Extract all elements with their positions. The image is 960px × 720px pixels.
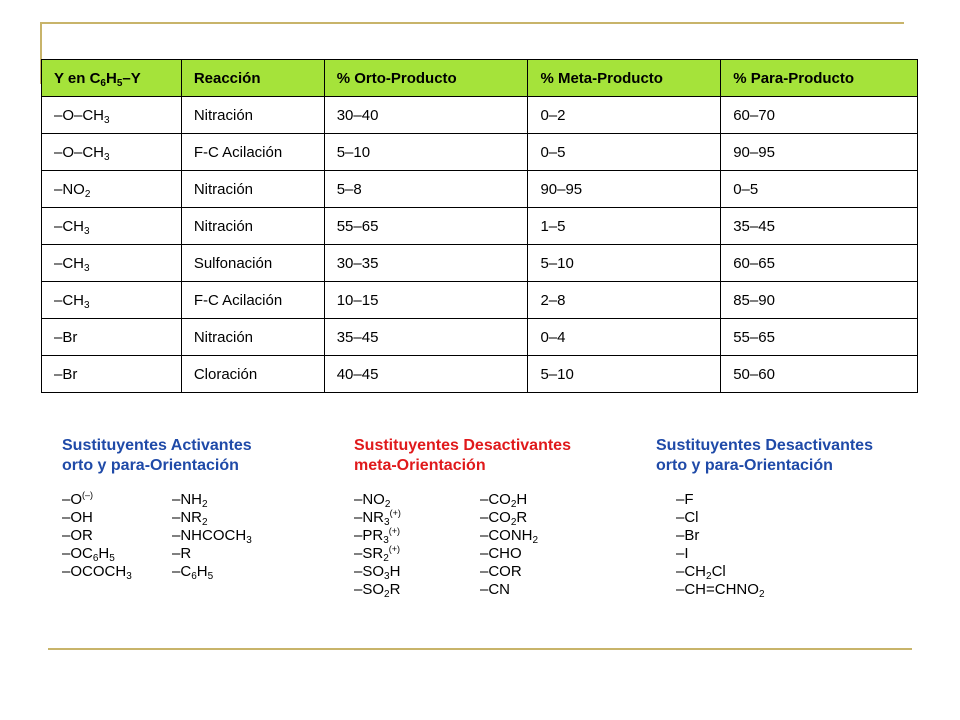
- substituent-item: –CHO: [480, 545, 522, 562]
- substituent-item: $-NR_3^{(+)}$: [354, 508, 401, 528]
- substituent-item: $-PR_3^{(+)}$: [354, 526, 400, 546]
- substituent-item: $-SO_2R$: [354, 581, 401, 600]
- substituent-cell: $-O-CH_3$: [42, 97, 182, 134]
- reaction-cell: F-C Acilación: [181, 134, 324, 171]
- para-cell: 90–95: [721, 134, 918, 171]
- para-cell: 60–70: [721, 97, 918, 134]
- substituent-item: –CN: [480, 581, 511, 598]
- substituent-item: $-CH_2Cl$: [676, 563, 726, 582]
- substituent-item: –Cl: [676, 509, 699, 526]
- group-title: Sustituyentes Desactivantes meta-Orientación: [354, 437, 571, 474]
- header-meta: % Meta-Producto: [528, 60, 721, 97]
- substituent-item: –COR: [480, 563, 522, 580]
- para-cell: 60–65: [721, 245, 918, 282]
- substituent-list: [62, 491, 292, 581]
- ortho-cell: 30–35: [324, 245, 528, 282]
- meta-cell: 1–5: [528, 208, 721, 245]
- substituent-item: –F: [676, 491, 694, 508]
- para-cell: 0–5: [721, 171, 918, 208]
- substituent-column: [676, 491, 856, 599]
- group-title: Sustituyentes Desactivantes orto y para-Orientación: [656, 437, 873, 474]
- substituent-item: $-C_6H_5$: [172, 563, 214, 582]
- substituent-item: $-NR_2$: [172, 509, 208, 528]
- header-ortho: % Orto-Producto: [324, 60, 528, 97]
- ortho-cell: 40–45: [324, 356, 528, 393]
- substituent-item: $-CONH_2$: [480, 527, 539, 546]
- substituent-column: [354, 491, 480, 599]
- substituent-item: $-OC_6H_5$: [62, 545, 115, 564]
- reaction-cell: Cloración: [181, 356, 324, 393]
- ortho-cell: 10–15: [324, 282, 528, 319]
- frame-top-line: [40, 22, 904, 24]
- substituent-item: $-NHCOCH_3$: [172, 527, 252, 546]
- substituent-list: [656, 491, 873, 599]
- meta-cell: 0–2: [528, 97, 721, 134]
- ortho-cell: 5–10: [324, 134, 528, 171]
- table-row: [42, 319, 918, 356]
- substituent-cell: $-O-CH_3$: [42, 134, 182, 171]
- table-row: [42, 245, 918, 282]
- substituent-item: $-OCOCH_3$: [62, 563, 132, 582]
- substituent-item: –O(–): [62, 490, 94, 508]
- substituent-item: $-SR_2^{(+)}$: [354, 544, 400, 564]
- table-row: [42, 97, 918, 134]
- group-deactivating-meta: [354, 436, 600, 599]
- substituent-item: $-CO_2R$: [480, 509, 528, 528]
- group-title: Sustituyentes Activantes orto y para-Orientación: [62, 437, 252, 474]
- meta-cell: 90–95: [528, 171, 721, 208]
- meta-cell: 0–4: [528, 319, 721, 356]
- meta-cell: 5–10: [528, 245, 721, 282]
- meta-cell: 0–5: [528, 134, 721, 171]
- meta-cell: 2–8: [528, 282, 721, 319]
- substituent-item: $-NH_2$: [172, 491, 208, 510]
- para-cell: 85–90: [721, 282, 918, 319]
- substituent-column: [172, 491, 292, 581]
- reaction-cell: Nitración: [181, 319, 324, 356]
- ortho-cell: 55–65: [324, 208, 528, 245]
- table-row: [42, 282, 918, 319]
- table-row: [42, 171, 918, 208]
- ortho-cell: 30–40: [324, 97, 528, 134]
- header-substituent: Y en $C_6H_5-Y$: [42, 60, 182, 97]
- orientation-table: [41, 59, 918, 393]
- table-row: [42, 208, 918, 245]
- table-header-row: [42, 60, 918, 97]
- reaction-cell: Nitración: [181, 171, 324, 208]
- substituent-list: [354, 491, 600, 599]
- substituent-cell: $-CH_3$: [42, 282, 182, 319]
- group-activating-ortho-para: [62, 436, 292, 581]
- substituent-item: –R: [172, 545, 192, 562]
- header-para: % Para-Producto: [721, 60, 918, 97]
- header-reaction: Reacción: [181, 60, 324, 97]
- reaction-cell: F-C Acilación: [181, 282, 324, 319]
- reaction-cell: Sulfonación: [181, 245, 324, 282]
- substituent-cell: $-NO_2$: [42, 171, 182, 208]
- para-cell: 50–60: [721, 356, 918, 393]
- frame-bottom-line: [48, 648, 912, 650]
- substituent-column: [480, 491, 600, 599]
- substituent-item: $-NO_2$: [354, 491, 391, 510]
- substituent-cell: $-CH_3$: [42, 245, 182, 282]
- meta-cell: 5–10: [528, 356, 721, 393]
- para-cell: 55–65: [721, 319, 918, 356]
- substituent-item: –Br: [676, 527, 700, 544]
- ortho-cell: 35–45: [324, 319, 528, 356]
- substituent-item: $-CH=CHNO_2$: [676, 581, 765, 600]
- para-cell: 35–45: [721, 208, 918, 245]
- reaction-cell: Nitración: [181, 208, 324, 245]
- table-row: [42, 356, 918, 393]
- substituent-item: $-CO_2H$: [480, 491, 528, 510]
- substituent-column: [62, 491, 172, 581]
- substituent-cell: $-CH_3$: [42, 208, 182, 245]
- reaction-cell: Nitración: [181, 97, 324, 134]
- substituent-item: –OH: [62, 509, 93, 526]
- group-deactivating-ortho-para: [656, 436, 873, 599]
- substituent-cell: –Br: [42, 356, 182, 393]
- table-row: [42, 134, 918, 171]
- substituent-item: –OR: [62, 527, 93, 544]
- substituent-item: –I: [676, 545, 689, 562]
- substituent-cell: –Br: [42, 319, 182, 356]
- substituent-item: $-SO_3H$: [354, 563, 401, 582]
- ortho-cell: 5–8: [324, 171, 528, 208]
